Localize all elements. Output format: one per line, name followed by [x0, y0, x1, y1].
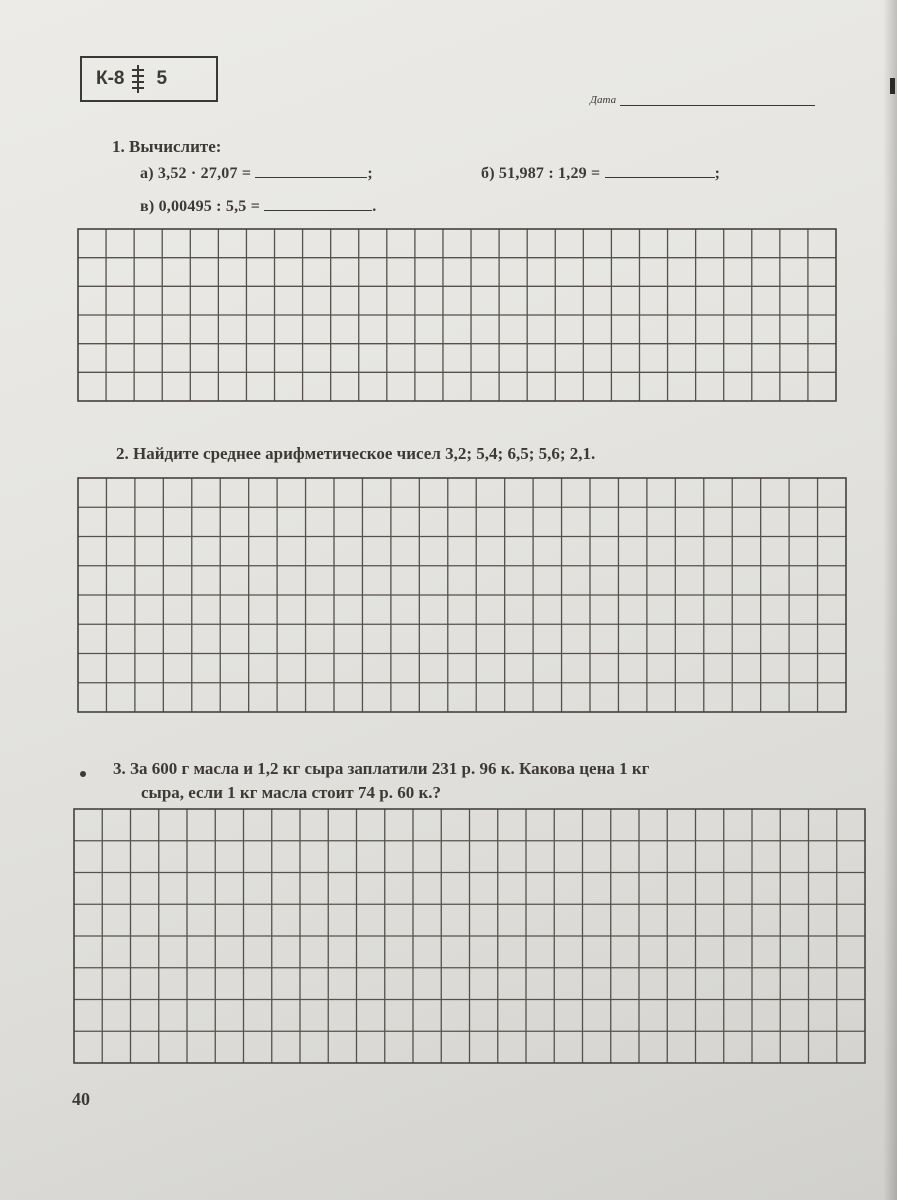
task-1b [481, 163, 720, 183]
task-1a-answer-line [255, 163, 367, 178]
variant-box [80, 56, 218, 102]
task-2-title: 2. Найдите среднее арифметическое чисел 3,2; 5,4; 6,5; 5,6; 2,1. [116, 444, 596, 463]
task-1b-end: ; [714, 165, 721, 182]
task-1c-answer-line [264, 196, 372, 211]
task-1c [140, 196, 376, 216]
variant-number: 5 [156, 68, 168, 89]
page-number: 40 [72, 1089, 90, 1109]
task-1c-end: . [372, 198, 377, 215]
task-1-title: 1. Вычислите: [112, 137, 222, 156]
date-field [590, 93, 815, 106]
variant-separator-icon [131, 64, 145, 94]
task-3-grid [73, 808, 866, 1064]
task-1a-end: ; [367, 165, 373, 182]
task-3-bullet [80, 771, 86, 777]
task-3-title-continued: сыра, если 1 кг масла стоит 74 р. 60 к.? [141, 783, 442, 802]
task-1b-answer-line [605, 163, 715, 178]
task-1a-expression: а) 3,52 · 27,07 = [140, 165, 252, 182]
date-label: Дата [590, 94, 617, 106]
task-1-grid [77, 228, 837, 402]
task-3-title: 3. За 600 г масла и 1,2 кг сыра заплатили 231 р. 96 к. Какова цена 1 кг [113, 759, 650, 778]
date-answer-line [620, 93, 815, 106]
variant-code: К-8 [96, 68, 125, 89]
task-1b-expression: б) 51,987 : 1,29 = [481, 165, 601, 182]
task-1a [140, 163, 373, 183]
page-edge-mark [890, 78, 895, 94]
task-1c-expression: в) 0,00495 : 5,5 = [140, 198, 261, 215]
task-2-grid [77, 477, 847, 713]
page-edge-shadow [883, 0, 897, 1200]
